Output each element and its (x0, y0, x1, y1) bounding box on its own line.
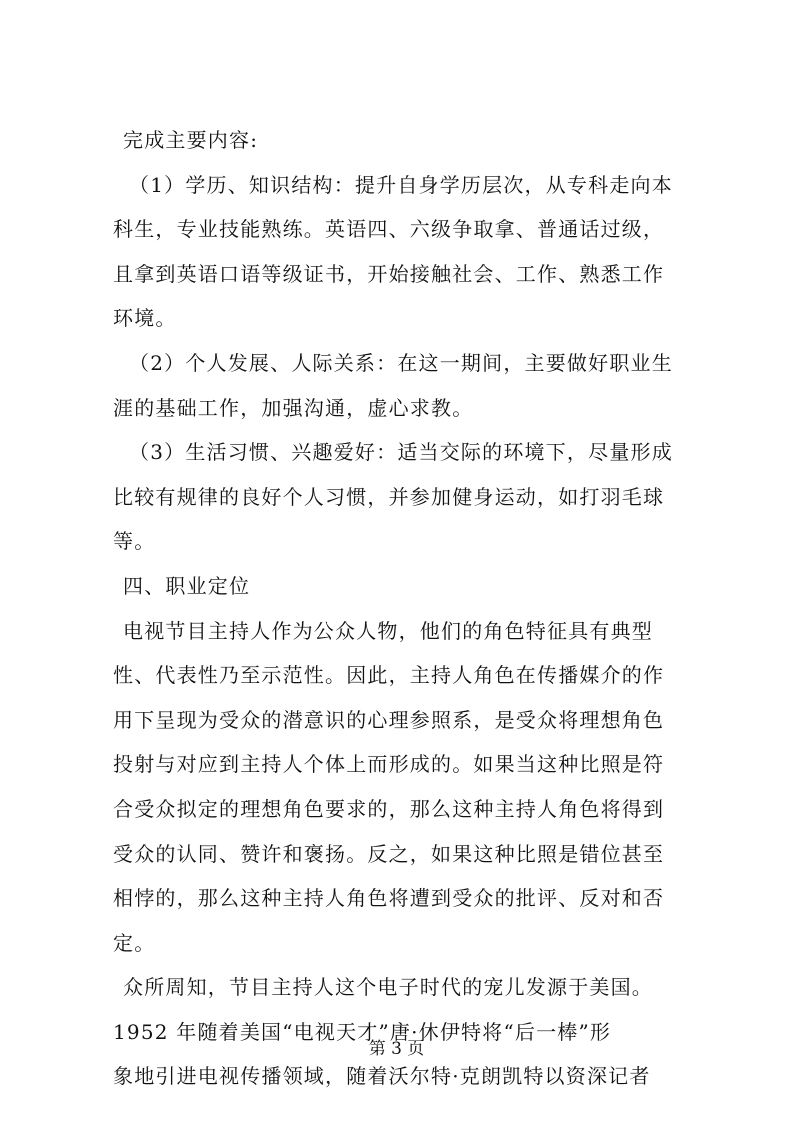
text-line: 完成主要内容: (123, 128, 259, 152)
text-line: 相悖的，那么这种主持人角色将遭到受众的批评、反对和否 (113, 886, 665, 911)
text-line: 受众的认同、赞许和褒扬。反之，如果这种比照是错位甚至 (113, 841, 665, 866)
text-line: 环境。 (113, 306, 177, 331)
page-number: 第 3 页 (368, 1039, 425, 1059)
text-line: 定。 (113, 930, 156, 955)
text-line: 用下呈现为受众的潜意识的心理参照系，是受众将理想角色 (113, 707, 665, 732)
text-line: 比较有规律的良好个人习惯，并参加健身运动，如打羽毛球 (113, 484, 665, 509)
text-line: 性、代表性乃至示范性。因此，主持人角色在传播媒介的作 (113, 663, 665, 688)
text-line: 众所周知，节目主持人这个电子时代的宠儿发源于美国。 (123, 975, 653, 1000)
text-line: （1）学历、知识结构：提升自身学历层次，从专科走向本 (129, 172, 673, 197)
section-heading: 四、职业定位 (123, 573, 251, 598)
text-line: 象地引进电视传播领域，随着沃尔特·克朗凯特以资深记者 (113, 1064, 651, 1089)
text-line: （2）个人发展、人际关系：在这一期间，主要做好职业生 (129, 350, 673, 375)
text-line: 科生，专业技能熟练。英语四、六级争取拿、普通话过级， (113, 217, 665, 242)
text-line: 电视节目主持人作为公众人物，他们的角色特征具有典型 (123, 618, 653, 643)
text-line: 投射与对应到主持人个体上而形成的。如果当这种比照是符 (113, 752, 665, 777)
text-line: 合受众拟定的理想角色要求的，那么这种主持人角色将得到 (113, 796, 665, 821)
body-text (113, 118, 683, 1099)
text-line: （3）生活习惯、兴趣爱好：适当交际的环境下，尽量形成 (129, 440, 673, 465)
text-line: 1952 年随着美国“电视天才”唐·休伊特将“后一棒”形 (113, 1019, 612, 1044)
text-line: 等。 (113, 529, 156, 554)
text-line: 且拿到英语口语等级证书，开始接触社会、工作、熟悉工作 (113, 261, 665, 286)
text-line: 涯的基础工作，加强沟通，虚心求教。 (113, 395, 474, 420)
